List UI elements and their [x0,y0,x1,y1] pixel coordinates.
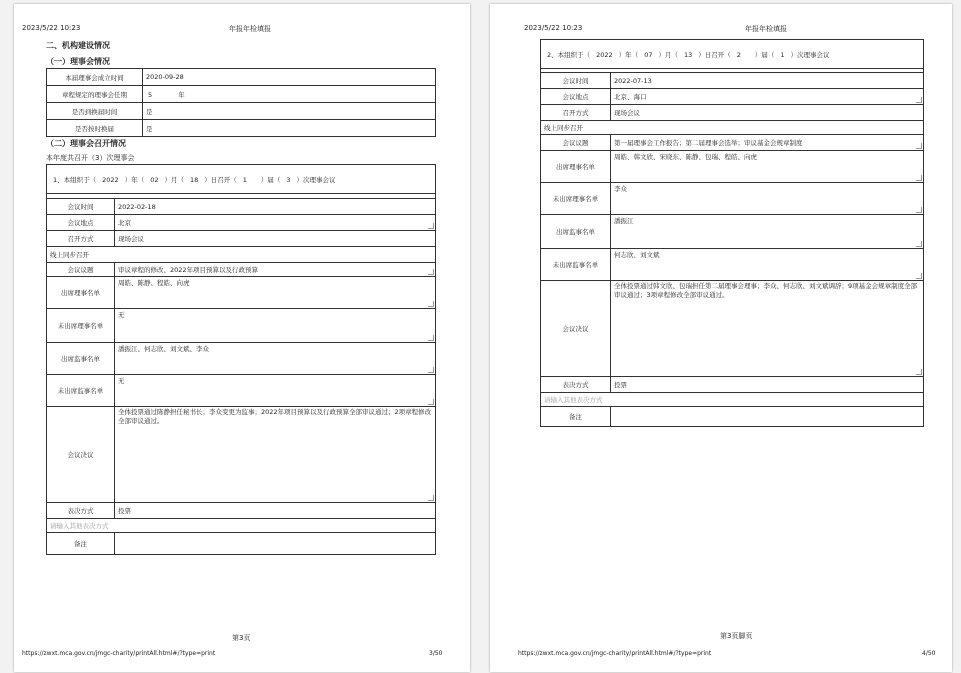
meeting-time-value: 2022-07-13 [611,73,924,89]
meeting-time-label: 会议时间 [47,199,115,215]
subsection-council-info: （一）理事会情况 [46,57,110,66]
meeting-location-value: 北京 [118,219,131,227]
other-vote-input[interactable]: 请输入其他表决方式 [47,519,436,533]
table-row [47,86,436,103]
meeting-session: 1 [242,175,247,184]
print-title: 年报年检填报 [229,25,271,33]
meeting-location-value: 北京、海口 [614,93,647,101]
resize-handle-icon [428,223,434,229]
resize-handle-icon [428,495,434,501]
table-row [541,407,924,427]
footer-page-number: 3/50 [429,650,443,657]
remark-label: 备注 [541,407,611,427]
footer-page-label: 第3页脚页 [720,632,753,640]
table-row [47,69,436,86]
subsection-meetings: （二）理事会召开情况 [46,139,126,148]
table-row [47,199,436,215]
print-timestamp: 2023/5/22 10:23 [22,24,81,32]
table-row [47,343,436,375]
table-row [47,263,436,277]
vote-method-value: 投票 [611,377,924,393]
table-row [47,519,436,533]
table-row [541,89,924,105]
resize-handle-icon [428,367,434,373]
resize-handle-icon [428,269,434,275]
resize-handle-icon [916,143,922,149]
table-row [47,375,436,407]
absent-supervisors-value: 无 [118,377,125,385]
absentees-label: 未出席理事名单 [47,309,115,343]
footer-url: https://zwxt.mca.gov.cn/jmgc-charity/printAll.html#/?type=print [518,650,712,657]
print-timestamp: 2023/5/22 10:23 [524,24,583,32]
meeting-header: 1、本组织于（ 2022 ）年（ 02 ）月（ 18 ）日召开（ 1 ）届（ 3 ）次理事会议 [47,165,436,194]
table-row [541,281,924,377]
footer-url: https://zwxt.mca.gov.cn/jmgc-charity/printAll.html#/?type=print [22,650,216,657]
remark-value [611,407,924,427]
table-row [541,249,924,281]
resize-handle-icon [428,335,434,341]
vote-method-label: 表决方式 [541,377,611,393]
table-row [541,135,924,151]
vote-method-value: 投票 [115,503,436,519]
meeting-day: 13 [683,50,693,59]
council-established-value: 2020-09-28 [143,69,436,86]
resolution-label: 会议决议 [541,281,611,377]
meeting-header: 2、本组织于（ 2022 ）年（ 07 ）月（ 13 ）日召开（ 2 ）届（ 1 ）次理事会议 [541,40,924,69]
resolution-value: 全体投票通过陈静担任秘书长；李众变更为监事；2022年项目预算以及行政预算全部审议通过；2项章程修改全部审议通过。 [118,408,432,425]
meeting-mode-value: 现场会议 [611,105,924,121]
meeting-location-label: 会议地点 [47,215,115,231]
meeting-month: 07 [644,50,653,59]
meeting-table-1 [46,164,436,555]
table-row [47,165,436,194]
table-row [541,105,924,121]
table-row [47,533,436,555]
term-due-value: 是 [143,103,436,120]
council-established-label: 本届理事会成立时间 [47,69,143,86]
absent-supervisors-label: 未出席监事名单 [541,249,611,281]
agenda-value: 第一届理事会工作报告；第二届理事会选举；审议基金会规章制度 [614,139,803,147]
resize-handle-icon [916,241,922,247]
meeting-year: 2022 [102,175,119,184]
resize-handle-icon [428,301,434,307]
meeting-location-label: 会议地点 [541,89,611,105]
print-title: 年报年检填报 [745,25,787,33]
agenda-label: 会议议题 [541,135,611,151]
other-vote-input[interactable]: 请输入其他表决方式 [541,393,924,407]
meeting-mode-label: 召开方式 [47,231,115,247]
meeting-number: 1 [780,50,785,59]
resolution-label: 会议决议 [47,407,115,503]
table-row [47,103,436,120]
agenda-label: 会议议题 [47,263,115,277]
resize-handle-icon [916,207,922,213]
meeting-count-summary: 本年度共召开（3）次理事会 [46,154,135,162]
table-row [47,215,436,231]
meeting-time-value: 2022-02-18 [115,199,436,215]
resolution-value: 全体投票通过韩文欣、包瑞担任第二届理事会理事；李众、何志欣、刘文斌调辞；9项基金会规章制度全部审议通过；3项章程修改全部审议通过。 [614,282,918,299]
absent-supervisors-value: 何志欣、刘文斌 [614,251,660,259]
term-due-label: 是否到换届时间 [47,103,143,120]
online-sync-note: 线上同步召开 [47,247,436,263]
supervisors-value: 潘振江 [614,217,634,225]
table-row [47,247,436,263]
attendees-value: 周皓、陈静、程皓、向虎 [118,279,190,287]
table-row [541,40,924,69]
document-page-1 [14,4,470,672]
attendees-value: 周皓、韩文欣、宋晓东、陈静、包瑞、程皓、向虎 [614,153,757,161]
table-row [541,393,924,407]
meeting-year: 2022 [596,50,613,59]
table-row [541,215,924,249]
meeting-time-label: 会议时间 [541,73,611,89]
resize-handle-icon [428,399,434,405]
meeting-table-2 [540,39,924,427]
table-row [541,151,924,183]
table-row [541,121,924,135]
council-term-label: 章程规定的理事会任期 [47,86,143,103]
absent-supervisors-label: 未出席监事名单 [47,375,115,407]
absentees-value: 无 [118,311,125,319]
table-row [47,231,436,247]
table-row [541,377,924,393]
supervisors-label: 出席监事名单 [47,343,115,375]
resize-handle-icon [916,273,922,279]
council-term-value: 5 [148,90,153,99]
table-row [47,503,436,519]
meeting-mode-label: 召开方式 [541,105,611,121]
remark-value [115,533,436,555]
meeting-day: 18 [189,175,199,184]
term-ontime-label: 是否按时换届 [47,120,143,137]
supervisors-value: 潘振江、何志欣、刘文斌、李众 [118,345,209,353]
agenda-value: 审议章程的修改、2022年项目预算以及行政预算 [118,266,259,274]
meeting-month: 02 [150,175,159,184]
resize-handle-icon [916,97,922,103]
meeting-mode-value: 现场会议 [115,231,436,247]
absentees-label: 未出席理事名单 [541,183,611,215]
resize-handle-icon [916,175,922,181]
table-row [541,73,924,89]
meeting-session: 2 [736,50,741,59]
table-row [47,407,436,503]
meeting-number: 3 [286,175,291,184]
council-term-unit: 年 [178,90,185,99]
vote-method-label: 表决方式 [47,503,115,519]
table-row [47,277,436,309]
table-row [47,309,436,343]
online-sync-note: 线上同步召开 [541,121,924,135]
attendees-label: 出席理事名单 [541,151,611,183]
absentees-value: 李众 [614,185,627,193]
section-heading: 二、机构建设情况 [46,41,110,50]
table-row [47,120,436,137]
document-page-2 [490,4,952,672]
table-row [541,183,924,215]
supervisors-label: 出席监事名单 [541,215,611,249]
council-info-table [46,68,436,137]
term-ontime-value: 是 [143,120,436,137]
footer-page-label: 第3页 [232,634,251,642]
resize-handle-icon [916,369,922,375]
footer-page-number: 4/50 [922,650,936,657]
remark-label: 备注 [47,533,115,555]
attendees-label: 出席理事名单 [47,277,115,309]
